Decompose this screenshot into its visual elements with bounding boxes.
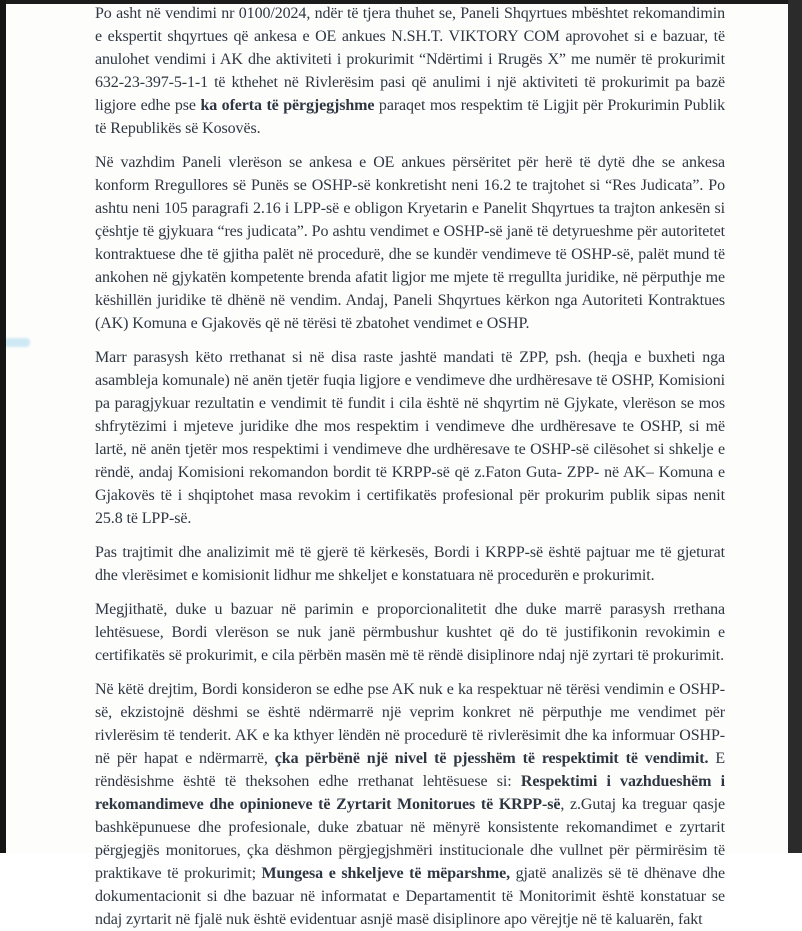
text-run: Marr parasysh këto rrethanat si në disa raste jashtë mandati të ZPP, psh. (heqja e buxheti nga asambleja komunale) në anën tjetër fuqia ligjore e vendimeve dhe urdhëresave të OSHP, Komisioni pa paragjykuar rezultatin e vendimit të fundit i cila është në shqyrtim në Gjykate, vlerëson se mos shfrytëzimi i mjeteve juridike dhe mos respektim i vendimeve dhe urdhëresave te OSHP, si më lartë, në anën tjetër mos respektimi i vendimeve dhe urdhëresave te OSHP-së cilësohet si shkelje e rëndë, andaj Komisioni rekomandon bordit të KRPP-së që z.Faton Guta- ZPP- në AK– Komuna e Gjakovës të i shqiptohet masa revokim i certifikatës profesional për prokurim publik sipas nenit 25.8 të LPP-së. (95, 349, 725, 527)
text-run: Po asht në vendimi nr 0100/2024, ndër të tjera thuhet se, Paneli Shqyrtues mbështet rekomandimin e ekspertit shqyrtues që ankesa e OE ankues N.SH.T. VIKTORY COM aprovohet si e bazuar, të anulohet vendimi i AK dhe aktiviteti i prokurimit “Ndërtimi i Rrugës X” me numër të prokurimit 632-23-397-5-1-1 të kthehet në Rivlerësim pasi që anulimi i një aktiviteti të prokurimit pa bazë ligjore edhe pse (95, 5, 725, 114)
bold-emphasis: çka përbënë një nivel të pjesshëm të respektimit të vendimit. (274, 750, 709, 767)
paragraph-2 (95, 151, 725, 335)
document-body (95, 2, 725, 931)
scan-artifact-mark (4, 338, 30, 347)
text-run: Në këtë drejtim, Bordi konsideron se edhe pse AK nuk e ka respektuar në tërësi vendimin e OSHP-së, ekzistojnë dëshmi se është ndërmarrë një veprim konkret në përputhje me vendimet për rivlerësim të tenderit. AK e ka kthyer lëndën në procedurë të rivlerësimit dhe ka informuar OSHP-në për hapat e ndërmarrë, (95, 681, 725, 767)
scan-edge-right (788, 0, 802, 853)
text-run: Në vazhdim Paneli vlerëson se ankesa e OE ankues përsëritet për herë të dytë dhe se ankesa konform Rregullores së Punës se OSHP-së konkretisht neni 16.2 te trajtohet si “Res Judicata”. Po ashtu neni 105 paragrafi 2.16 i LPP-së e obligon Kryetarin e Panelit Shqyrtues ta trajton ankesën si çështje të gjykuara “res judicata”. Po ashtu vendimet e OSHP-së janë të detyrueshme për autoritetet kontraktuese dhe të gjitha palët në procedurë, dhe se kundër vendimeve të OSHP-së, palët mund të ankohen në gjykatën kompetente brenda afatit ligjor me mjete të rregullta juridike, në përputhje me këshillën juridike të dhënë në vendim. Andaj, Paneli Shqyrtues kërkon nga Autoriteti Kontraktues (AK) Komuna e Gjakovës që në tërësi të zbatohet vendimet e OSHP. (95, 154, 725, 332)
text-run: gjatë analizës së të dhënave dhe dokumentacionit si dhe bazuar në informatat e Departamentit të Monitorimit është konstatuar se ndaj zyrtarit në fjalë nuk është evidentuar asnjë masë disiplinore apo vërejtje në të kaluarën, fakt (95, 865, 725, 928)
text-run: paraqet mos respektim të Ligjit për Prokurimin Publik të Republikës së Kosovës. (95, 97, 725, 137)
paragraph-5 (95, 598, 725, 667)
paragraph-6 (95, 678, 725, 931)
bold-emphasis: ka oferta të përgjegjshme (200, 97, 375, 114)
bold-emphasis: Respektimi i vazhdueshëm i rekomandimeve dhe opinioneve të Zyrtarit Monitorues të KRPP-së (95, 773, 725, 813)
text-run: Megjithatë, duke u bazuar në parimin e proporcionalitetit dhe duke marrë parasysh rrethana lehtësuese, Bordi vlerëson se nuk janë përmbushur kushtet që do të justifikonin revokimin e certifikatës së prokurimit, e cila përbën masën më të rëndë disiplinore ndaj një zyrtari të prokurimit. (95, 601, 725, 664)
paragraph-4 (95, 541, 725, 587)
text-run: Pas trajtimit dhe analizimit më të gjerë të kërkesës, Bordi i KRPP-së është pajtuar me të gjeturat dhe vlerësimet e komisionit lidhur me shkeljet e konstatuara në procedurën e prokurimit. (95, 544, 725, 584)
text-run: , z.Gutaj ka treguar qasje bashkëpunuese dhe profesionale, duke zbatuar në mënyrë konsistente rekomandimet e zyrtarit përgjegjës monitorues, çka dëshmon përgjegjshmëri institucionale dhe vullnet për përmirësim të praktikave të prokurimit; (95, 796, 725, 882)
text-run: E rëndësishme është të theksohen edhe rrethanat lehtësuese si: (95, 750, 726, 790)
paragraph-1 (95, 2, 725, 140)
bold-emphasis: Mungesa e shkeljeve të mëparshme, (261, 865, 511, 882)
scan-edge-left (0, 0, 6, 853)
paragraph-3 (95, 346, 725, 530)
